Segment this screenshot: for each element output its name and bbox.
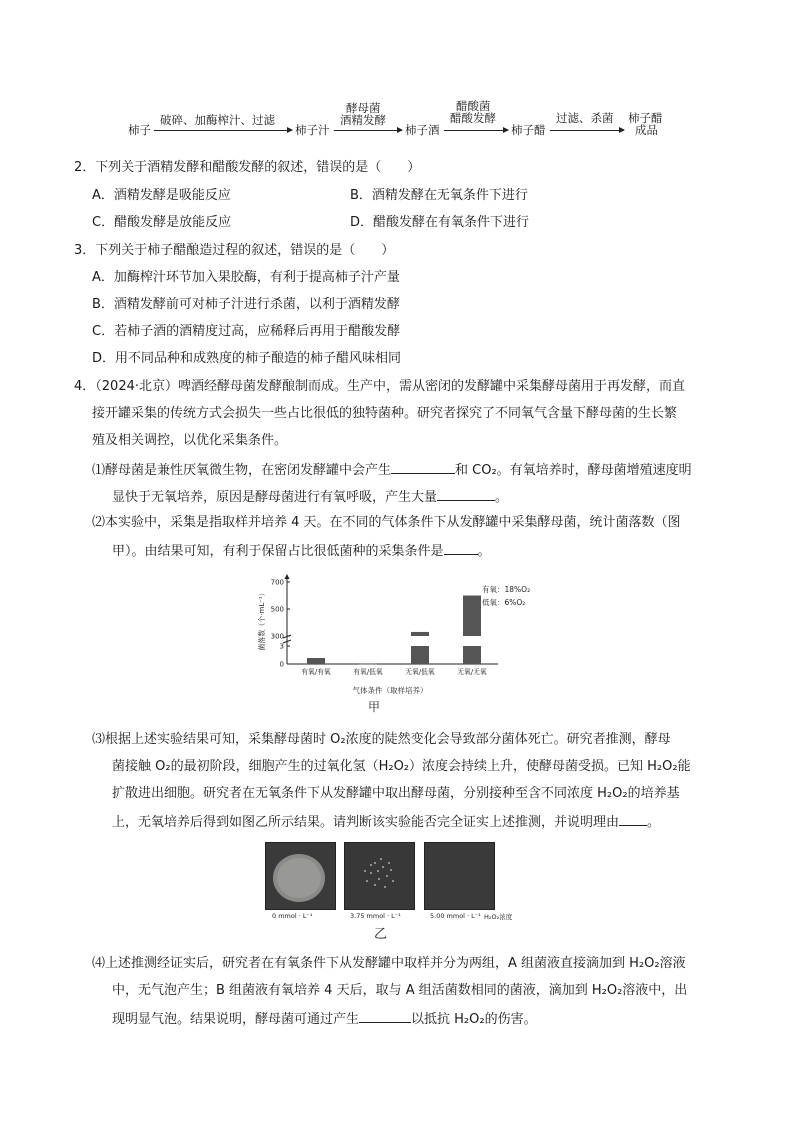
y-tick-label: 500 [270,605,284,614]
y-tick-label: 0 [279,660,284,669]
colony-dot [382,866,384,868]
q3-option-b: B．酒精发酵前可对柿子汁进行杀菌，以利于酒精发酵 [92,297,400,312]
question-2-stem: 2．下列关于酒精发酵和醋酸发酵的叙述，错误的是（ ） [74,160,421,175]
flow-step-label: 破碎、加酶榨汁、过滤 [160,113,275,127]
q4-part4-line1: ⑷上述推测经证实后，研究者在有氧条件下从发酵罐中取样并分为两组，A 组菌液直接滴加到 H₂O₂溶液 [92,956,686,971]
y-tick-label: 300 [270,632,284,641]
flow-step-label: 醋酸菌 [456,99,491,113]
flow-node: 柿子 [128,123,151,137]
figure-a-caption: 甲 [367,700,381,714]
colony-dot [374,862,376,864]
colony-dot [390,869,392,871]
colony-dot [378,878,380,880]
colony-dot [377,870,379,872]
answer-blank[interactable] [437,487,495,501]
q3-option-a: A．加酶榨汁环节加入果胶酶，有利于提高柿子汁产量 [92,270,400,285]
q2-option-d: D．醋酸发酵在有氧条件下进行 [350,215,530,230]
flow-arrow [334,130,402,131]
bar [411,632,429,636]
flow-step-label: 酵母菌 [346,101,381,115]
q4-part3-line1: ⑶根据上述实验结果可知，采集酵母菌时 O₂浓度的陡然变化会导致部分菌体死亡。研究者推测，酵母 [92,732,671,747]
y-tick-label: 3 [279,642,284,651]
q4-part2-line1: ⑵本实验中，采集是指取样并培养 4 天。在不同的气体条件下从发酵罐中采集酵母菌，统计菌落数（图 [92,515,681,530]
colony-dot [380,858,382,860]
flow-node: 成品 [635,123,658,137]
y-axis-arrow [285,574,290,579]
colony-dot [370,864,372,866]
chart-text [257,579,530,715]
flow-arrow [550,130,624,131]
q2-option-a: A．酒精发酵是吸能反应 [92,188,231,203]
plate-photo-5-00mmol [424,842,495,910]
bar-lower-segment [463,646,481,664]
answer-blank[interactable] [359,1009,411,1023]
question-4-stem-line2: 接开罐采集的传统方式会损失一些占比很低的独特菌种。研究者探究了不同氧气含量下酵母菌的生长繁 [92,406,678,421]
q3-option-c: C．若柿子酒的酒精度过高，应稀释后再用于醋酸发酵 [92,324,401,339]
q2-option-b: B．酒精发酵在无氧条件下进行 [350,188,528,203]
plate-label-5-00: 5.00 mmol · L⁻¹ [430,912,481,920]
flow-arrow [444,130,508,131]
plate-label-0: 0 mmol · L⁻¹ [272,912,313,920]
x-tick-label: 无氧/低氧 [405,668,435,676]
flow-step-label: 过滤、杀菌 [556,111,614,125]
colony-dot [386,875,388,877]
chart-bars [307,596,481,665]
answer-blank[interactable] [619,812,647,826]
q4-part3-line3: 扩散进出细胞。研究者在无氧条件下从发酵罐中取出酵母菌，分别接种至含不同浓度 H₂O₂的培养基 [112,786,680,801]
y-axis-label: 菌落数（个·mL⁻¹） [258,589,266,651]
q4-part1-line2: 显快于无氧培养，原因是酵母菌进行有氧呼吸，产生大量 。 [112,487,508,507]
plate-photo-3-75mmol [344,842,415,910]
flow-node: 柿子酒 [405,123,440,137]
flow-node: 柿子醋 [511,123,546,137]
q4-part4-line3: 现明显气泡。结果说明，酵母菌可通过产生 以抵抗 H₂O₂的伤害。 [112,1009,537,1029]
empty-plate-image [425,843,494,909]
colony-dot [364,870,366,872]
x-tick-label: 无氧/无氧 [457,668,487,676]
question-3-stem: 3．下列关于柿子醋酿造过程的叙述，错误的是（ ） [74,243,395,258]
flow-arrow [154,130,292,131]
flow-step-label: 酒精发酵 [340,113,386,127]
q4-part2-line2: 甲）。由结果可知，有利于保留占比很低菌种的采集条件是 。 [112,541,491,561]
plate-photo-0mmol [265,842,336,910]
process-flow-diagram [128,100,688,140]
q2-option-c: C．醋酸发酵是放能反应 [92,215,232,230]
answer-blank[interactable] [391,460,455,474]
question-4-stem-line1: 4．（2024·北京）啤酒经酵母菌发酵酿制而成。生产中，需从密闭的发酵罐中采集酵母菌用于再发酵，而直 [74,379,685,394]
colony-lawn-image [266,843,335,909]
sparse-colonies-image [345,843,414,909]
bar [463,596,481,637]
x-tick-label: 有氧/有氧 [301,668,331,676]
x-axis-label: 气体条件（取样培养） [352,686,428,695]
q4-part4-line2: 中，无气泡产生；B 组菌液有氧培养 4 天后，取与 A 组活菌数相同的菌液，滴加到 H₂O₂溶液中，出 [112,983,688,998]
q4-part3-line4: 上，无氧培养后得到如图乙所示结果。请判断该实验能否完全证实上述推测，并说明理由 。 [112,812,660,832]
colony-dot [384,886,386,888]
q4-part1-line1: ⑴酵母菌是兼性厌氧微生物，在密闭发酵罐中会产生 和 CO₂。有氧培养时，酵母菌增殖速度明 [92,460,692,480]
colony-dot [388,862,390,864]
figure-b-caption: 乙 [374,927,388,942]
q3-option-d: D．用不同品种和成熟度的柿子酿造的柿子醋风味相同 [92,351,402,366]
bar-lower-segment [411,646,429,664]
q4-part3-line2: 菌接触 O₂的最初阶段，细胞产生的过氧化氢（H₂O₂）浓度会持续上升，使酵母菌受损。已知 H₂O₂能 [112,759,691,774]
plate-unit-label: H₂O₂浓度 [484,913,513,921]
colony-count-bar-chart [250,570,531,720]
legend-entry: 有氧：18%O₂ [482,585,531,594]
answer-blank[interactable] [444,541,478,555]
colony-dot [392,880,394,882]
bar [359,664,377,665]
colony-dot [374,884,376,886]
plate-label-3-75: 3.75 mmol · L⁻¹ [350,912,401,920]
flow-node: 柿子汁 [295,123,330,137]
y-tick-label: 700 [270,578,284,587]
colony-dot [366,880,368,882]
flow-node: 柿子醋 [628,111,663,125]
question-4-stem-line3: 殖及相关调控，以优化采集条件。 [92,433,288,448]
flow-step-label: 醋酸发酵 [450,111,496,125]
legend-entry: 低氧：6%O₂ [482,598,526,607]
colony-dot [370,872,372,874]
bar [307,658,325,664]
x-tick-label: 有氧/低氧 [353,668,383,676]
